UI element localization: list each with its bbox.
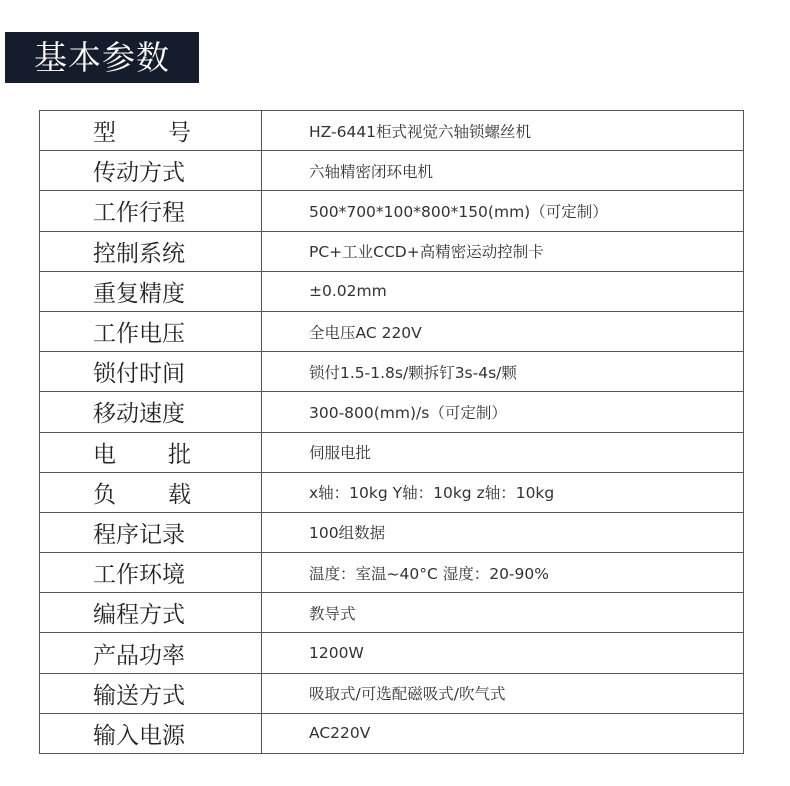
spec-label-feeding-method: 输送方式 (40, 673, 262, 713)
spec-label-programming-method: 编程方式 (40, 593, 262, 633)
table-row (40, 352, 744, 392)
table-row (40, 713, 744, 753)
spec-label-working-environment: 工作环境 (40, 553, 262, 593)
table-row (40, 111, 744, 151)
table-row (40, 512, 744, 552)
spec-label-model: 型 号 (40, 111, 262, 151)
spec-label-product-power: 产品功率 (40, 633, 262, 673)
table-row (40, 392, 744, 432)
spec-value-feeding-method: 吸取式/可选配磁吸式/吹气式 (262, 673, 744, 713)
table-row (40, 231, 744, 271)
spec-label-locking-time: 锁付时间 (40, 352, 262, 392)
spec-label-program-records: 程序记录 (40, 512, 262, 552)
spec-table (39, 110, 744, 754)
spec-label-working-stroke: 工作行程 (40, 191, 262, 231)
table-row (40, 311, 744, 351)
spec-value-model: HZ-6441柜式视觉六轴锁螺丝机 (262, 111, 744, 151)
table-row (40, 553, 744, 593)
spec-value-programming-method: 教导式 (262, 593, 744, 633)
spec-value-screwdriver: 伺服电批 (262, 432, 744, 472)
spec-label-load: 负 载 (40, 472, 262, 512)
spec-value-repeat-accuracy: ±0.02mm (262, 271, 744, 311)
table-row (40, 271, 744, 311)
table-row (40, 432, 744, 472)
spec-value-working-voltage: 全电压AC 220V (262, 311, 744, 351)
spec-value-input-power: AC220V (262, 713, 744, 753)
spec-value-program-records: 100组数据 (262, 512, 744, 552)
spec-value-working-stroke: 500*700*100*800*150(mm)（可定制） (262, 191, 744, 231)
spec-label-transmission: 传动方式 (40, 151, 262, 191)
spec-label-screwdriver: 电 批 (40, 432, 262, 472)
spec-value-load: x轴：10kg Y轴：10kg z轴：10kg (262, 472, 744, 512)
table-row (40, 633, 744, 673)
spec-value-product-power: 1200W (262, 633, 744, 673)
spec-value-control-system: PC+工业CCD+高精密运动控制卡 (262, 231, 744, 271)
table-row (40, 191, 744, 231)
spec-value-moving-speed: 300-800(mm)/s（可定制） (262, 392, 744, 432)
spec-value-locking-time: 锁付1.5-1.8s/颗拆钉3s-4s/颗 (262, 352, 744, 392)
section-title: 基本参数 (5, 32, 199, 83)
spec-label-input-power: 输入电源 (40, 713, 262, 753)
table-row (40, 673, 744, 713)
spec-label-control-system: 控制系统 (40, 231, 262, 271)
spec-label-moving-speed: 移动速度 (40, 392, 262, 432)
spec-value-transmission: 六轴精密闭环电机 (262, 151, 744, 191)
spec-value-working-environment: 温度：室温~40°C 湿度：20-90% (262, 553, 744, 593)
table-row (40, 593, 744, 633)
table-row (40, 472, 744, 512)
spec-label-repeat-accuracy: 重复精度 (40, 271, 262, 311)
table-row (40, 151, 744, 191)
spec-label-working-voltage: 工作电压 (40, 311, 262, 351)
